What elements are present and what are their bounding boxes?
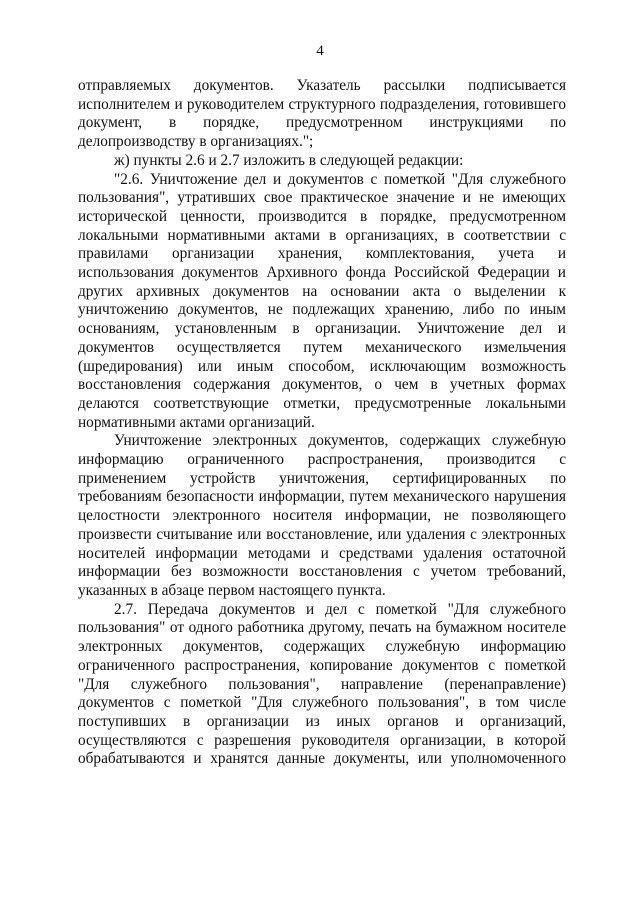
paragraph-clause-2-7: 2.7. Передача документов и дел с пометкой "Для служебного пользования" от одного работника другому, печать на бумажном носителе электронных документов, содержащих служебную информацию ограниченного распространения, копирование документов с пометкой "Для служебного пользования", направление (перенаправление) документов с пометкой "Для служебного пользования", в том числе поступивших в организации из иных органов и организаций, осуществляются с разрешения руководителя организации, в которой обрабатываются и хранятся данные документы, или уполномоченного: [78, 600, 566, 768]
paragraph-amendment-intro: ж) пункты 2.6 и 2.7 изложить в следующей редакции:: [114, 151, 464, 169]
paragraph-clause-2-6: "2.6. Уничтожение дел и документов с пометкой "Для служебного пользования", утративших свое практическое значение и не имеющих исторической ценности, производится в порядке, предусмотренном локальными нормативными актами в организациях, в соответствии с правилами организации хранения, комплектования, учета и использования документов Архивного фонда Российской Федерации и других архивных документов на основании акта о выделении к уничтожению документов, не подлежащих хранению, либо по иным основаниям, установленным в организации. Уничтожение дел и документов осуществляется путем механического измельчения (шредирования) или иным способом, исключающим возможность восстановления содержания документов, о чем в учетных формах делаются соответствующие отметки, предусмотренные локальными нормативными актами организаций.: [78, 170, 566, 431]
paragraph-continuation: отправляемых документов. Указатель рассылки подписывается исполнителем и руководителем структурного подразделения, готовившего документ, в порядке, предусмотренном инструкциями по делопроизводству в организациях.";: [78, 77, 566, 151]
document-body: [78, 77, 566, 769]
paragraph-electronic-destruction: Уничтожение электронных документов, содержащих служебную информацию ограниченного распространения, производится с применением устройств уничтожения, сертифицированных по требованиям безопасности информации, путем механического нарушения целостности электронного носителя информации, не позволяющего произвести считывание или восстановление, или удаления с электронных носителей информации методами и средствами удаления остаточной информации без возможности восстановления с учетом требований, указанных в абзаце первом настоящего пункта.: [78, 432, 566, 599]
page-number: 4: [316, 43, 324, 59]
